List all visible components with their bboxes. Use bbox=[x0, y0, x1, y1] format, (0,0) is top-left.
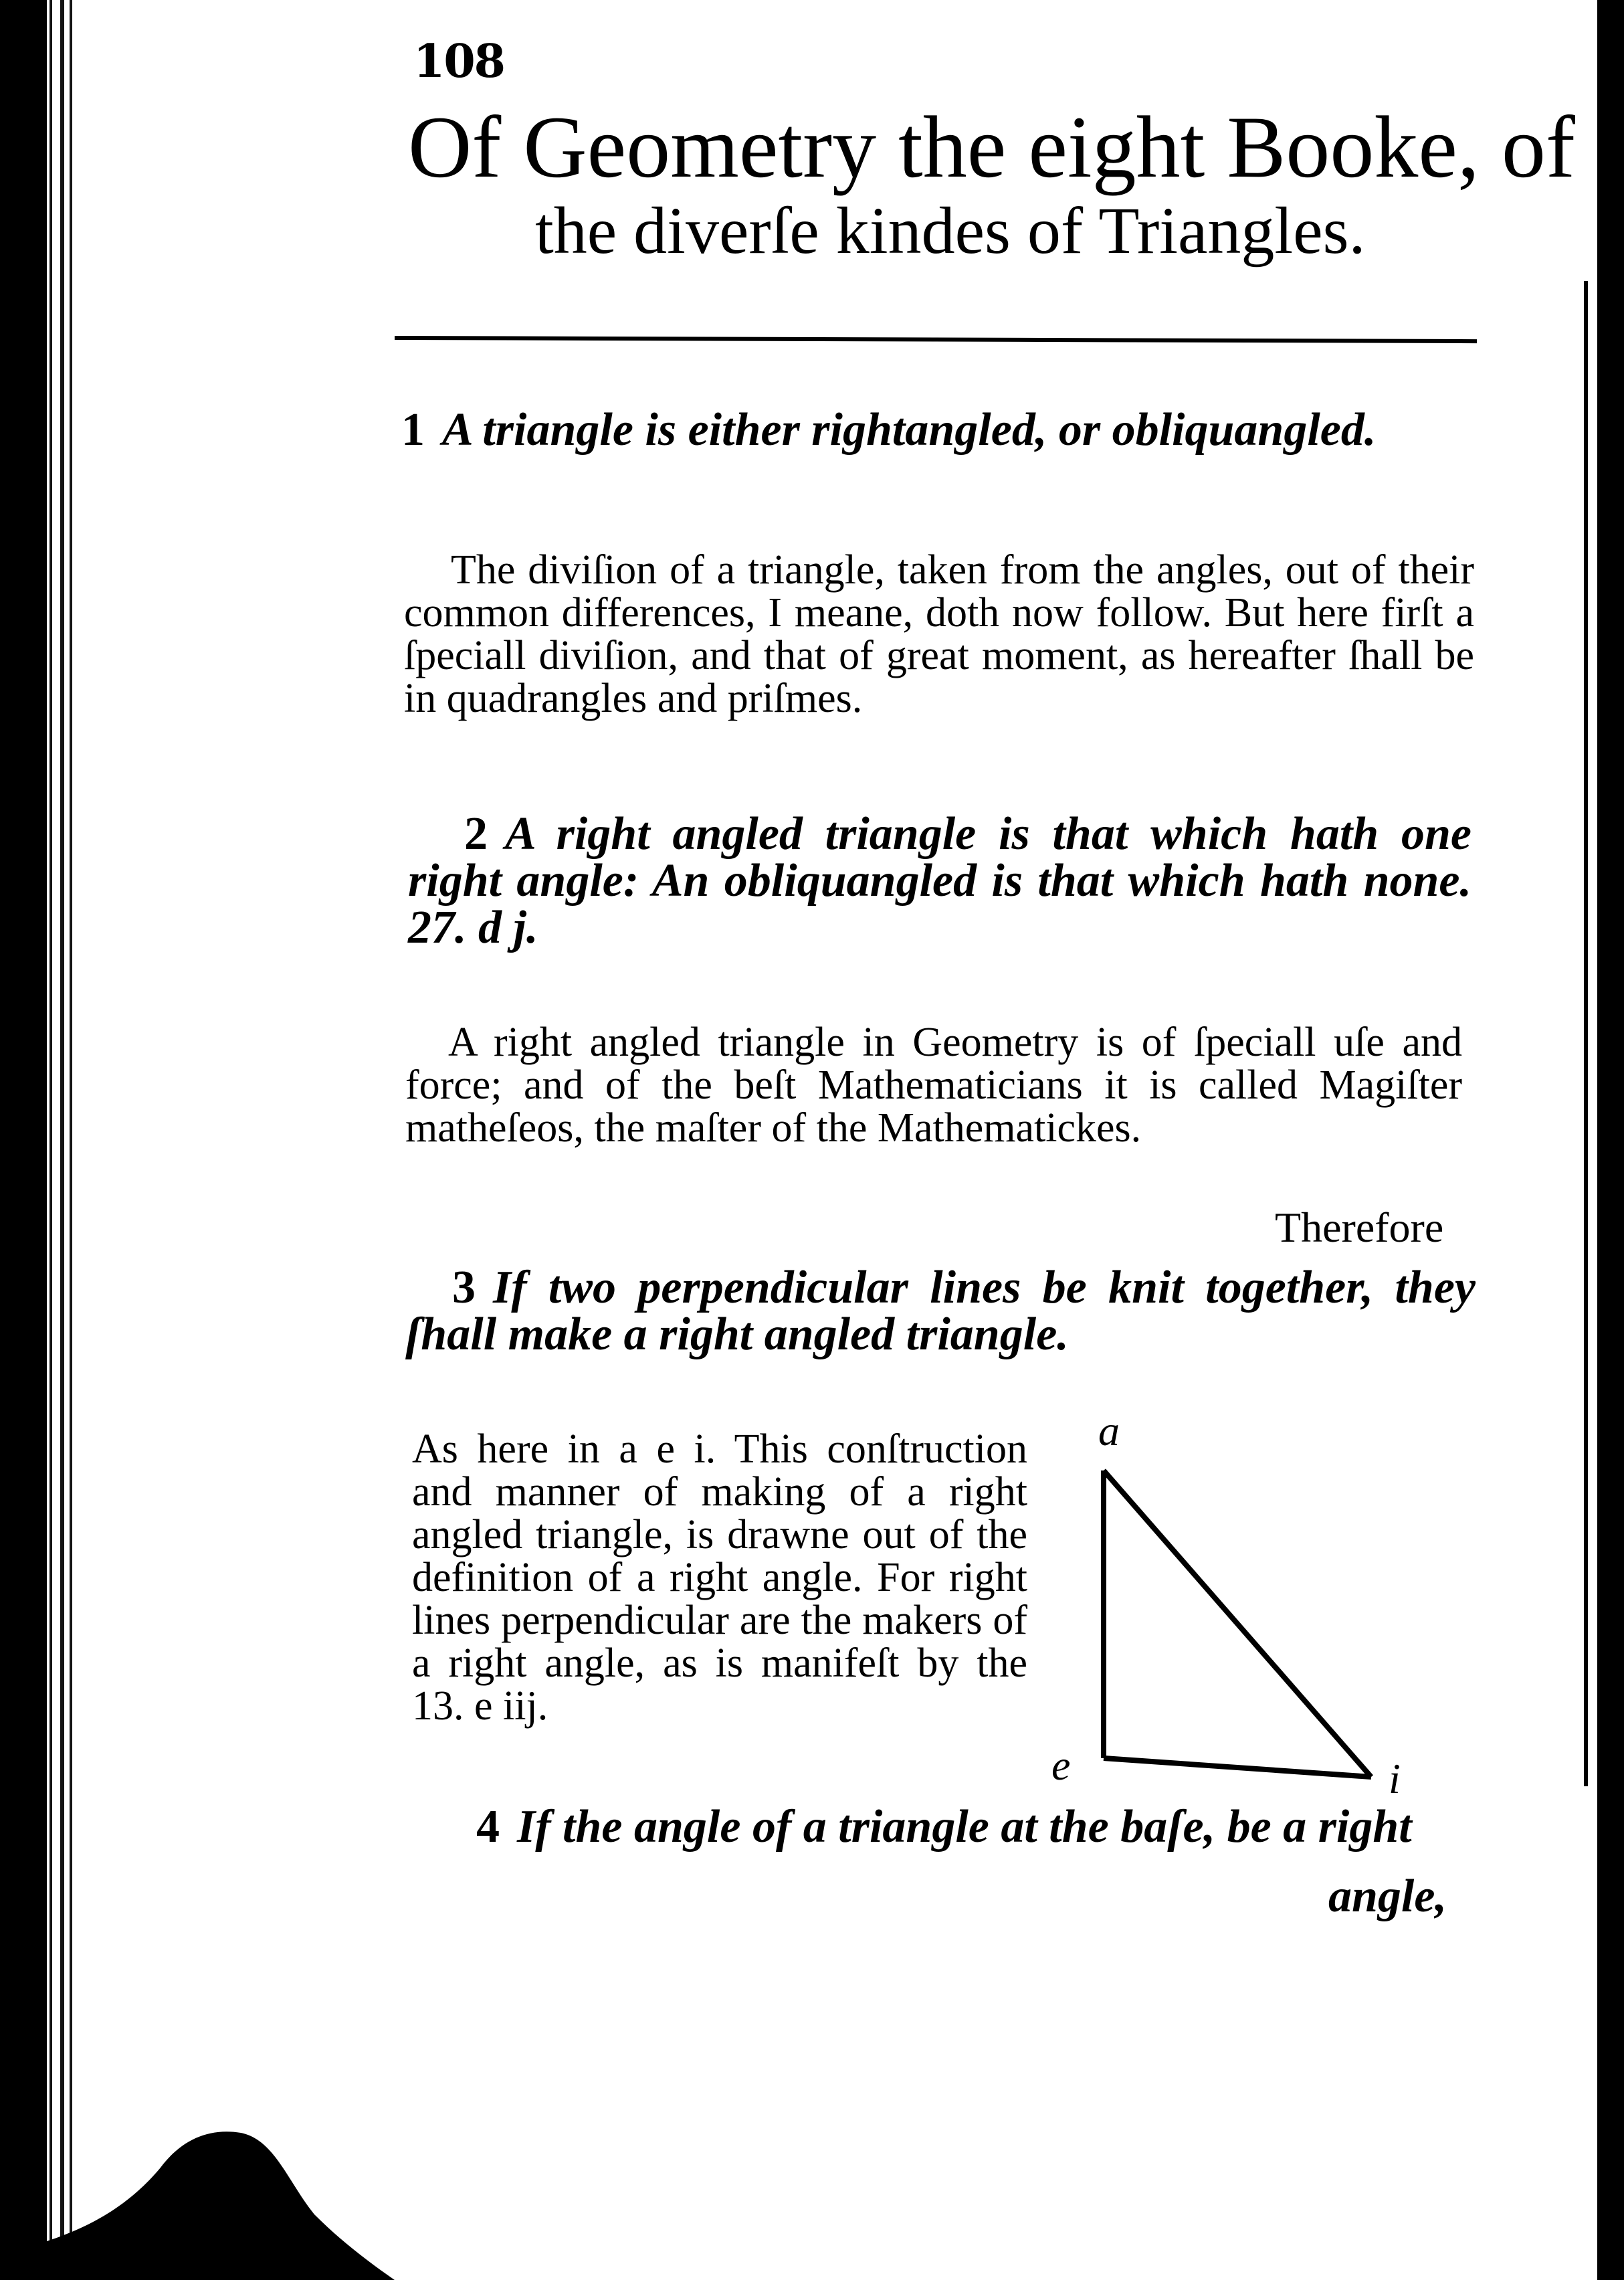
proposition-1 bbox=[401, 404, 1471, 456]
right-triangle-figure bbox=[1051, 1405, 1431, 1806]
proposition-2-number: 2 bbox=[464, 808, 488, 860]
left-gutter-shadow bbox=[0, 0, 47, 2280]
page-title-line2: the diverſe kindes of Triangles. bbox=[535, 193, 1366, 268]
proposition-3-number: 3 bbox=[452, 1262, 476, 1313]
proposition-4 bbox=[476, 1801, 1480, 1852]
vertex-label-i: i bbox=[1389, 1755, 1401, 1802]
explanation-3: As here in a e i. This conſtruction and manner of making of a right angled triangle, is drawne out of the definition of a right angle. For right lines perpendicular are the makers of a right angle, as is manifeſt by the 13. e iij. bbox=[412, 1426, 1027, 1729]
right-page-edge-gap bbox=[1588, 0, 1597, 2280]
vertex-label-a: a bbox=[1098, 1407, 1120, 1454]
triangle-side-ai bbox=[1104, 1470, 1371, 1777]
proposition-1-number: 1 bbox=[401, 404, 425, 456]
scan-shadow-artifact bbox=[47, 2127, 395, 2280]
proposition-4-number: 4 bbox=[476, 1801, 500, 1852]
catchword-angle: angle, bbox=[1328, 1871, 1447, 1922]
header-rule bbox=[395, 336, 1477, 343]
proposition-2-text: A right angled triangle is that which hath one right angle: An obliquangled is that which hath none. 27. d j. bbox=[408, 808, 1471, 953]
page-title-line1: Of Geometry the eight Booke, of bbox=[408, 98, 1575, 196]
catchword-therefore: Therefore bbox=[1275, 1204, 1444, 1251]
proposition-1-text: A triangle is either rightangled, or obliquangled. bbox=[442, 404, 1377, 456]
proposition-3-text: If two perpendicular lines be knit together, they ſhall make a right angled triangle. bbox=[405, 1262, 1476, 1360]
triangle-side-ei bbox=[1104, 1758, 1371, 1777]
proposition-2 bbox=[408, 808, 1471, 953]
right-page-edge-line bbox=[1584, 281, 1588, 1786]
explanation-1: The diviſion of a triangle, taken from the angles, out of their common differences, I meane, doth now follow. But here firſt a ſpeciall diviſion, and that of great moment, as hereafter ſhall be in quadrangles and priſmes. bbox=[404, 547, 1474, 721]
right-page-edge bbox=[1597, 0, 1624, 2280]
explanation-2: A right angled triangle in Geometry is of ſpeciall uſe and force; and of the beſt Mathematicians it is called Magiſter matheſeos, the maſter of the Mathematickes. bbox=[405, 1020, 1462, 1151]
proposition-4-text: If the angle of a triangle at the baſe, be a right bbox=[517, 1801, 1412, 1852]
page-number: 108 bbox=[413, 35, 504, 88]
proposition-3 bbox=[405, 1264, 1476, 1358]
vertex-label-e: e bbox=[1051, 1741, 1071, 1789]
